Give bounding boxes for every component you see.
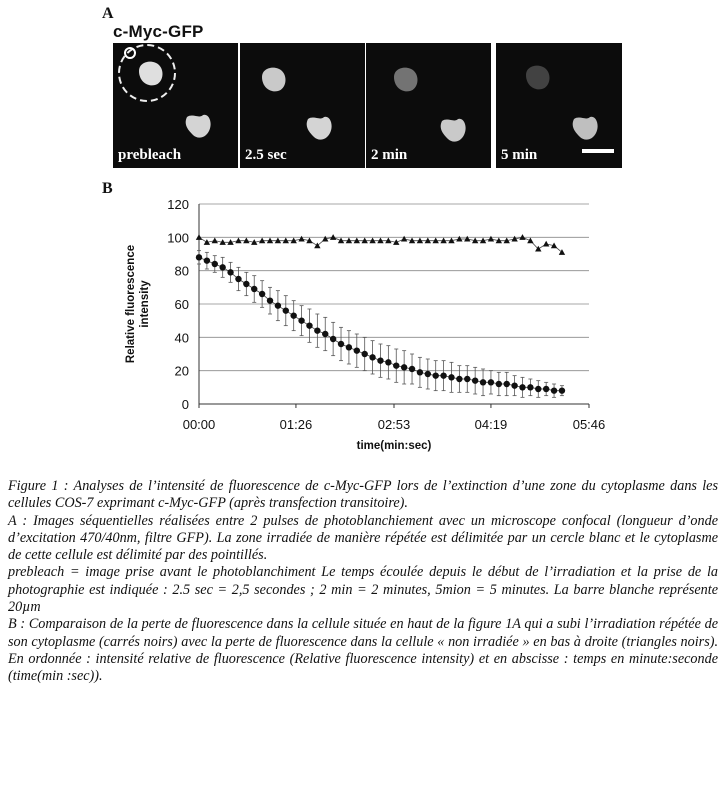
y-tick-label: 0 [181, 397, 189, 412]
microscopy-frame-2-min [366, 43, 491, 168]
panel-a-title: c-Myc-GFP [113, 22, 204, 41]
data-point-circle [504, 381, 510, 387]
data-point-circle [322, 331, 328, 337]
non-irradiated-cell [307, 117, 332, 140]
data-point-circle [338, 341, 344, 347]
irradiated-cell [526, 66, 549, 90]
y-tick-label: 120 [167, 197, 189, 212]
panel-b-letter: B [102, 180, 113, 197]
data-point-circle [251, 286, 257, 292]
data-point-circle [346, 344, 352, 350]
x-tick-label: 00:00 [182, 417, 216, 432]
data-point-circle [275, 302, 281, 308]
caption-paragraph-3: prebleach = image prise avant le photoblanchiment Le temps écoulée depuis le début de l’irradiation et la prise de la photographie est indiquée : 2.5 sec = 2,5 secondes ; 2 min = 2 minutes, 5mion = 5 minutes. La barre blanche représente 20µm [8, 564, 718, 616]
frame-label: 5 min [501, 147, 538, 163]
irradiated-cell [394, 68, 417, 92]
y-tick-label: 60 [174, 297, 189, 312]
microscopy-frame-5-min [496, 43, 622, 168]
data-point-triangle [401, 236, 407, 242]
fluorescence-chart [110, 188, 610, 468]
caption-paragraph-2: A : Images séquentielles réalisées entre 2 pulses de photoblanchiement avec un microscope confocal (longueur d’onde d’excitation 470/40nm, filtre GFP). La zone irradiée de manière répétée est délimitée par un cercle blanc et le cytoplasme de cette cellule est délimité par des pointillés. [8, 512, 718, 564]
irradiated-cell [139, 62, 162, 86]
data-point-circle [361, 351, 367, 357]
data-point-circle [559, 387, 565, 393]
data-point-circle [464, 376, 470, 382]
data-point-circle [385, 359, 391, 365]
data-point-circle [433, 372, 439, 378]
data-point-circle [235, 276, 241, 282]
frame-label: prebleach [118, 147, 182, 163]
data-point-circle [330, 336, 336, 342]
data-point-circle [417, 369, 423, 375]
data-point-circle [448, 374, 454, 380]
frame-label: 2 min [371, 147, 408, 163]
data-point-circle [535, 386, 541, 392]
data-point-circle [354, 347, 360, 353]
data-point-circle [369, 354, 375, 360]
y-tick-label: 100 [167, 230, 189, 246]
data-point-circle [219, 264, 225, 270]
irradiated-zone-circle [125, 48, 135, 58]
data-point-circle [196, 254, 202, 260]
y-tick-label: 40 [174, 330, 189, 346]
x-tick-label: 02:53 [377, 417, 411, 432]
data-point-circle [543, 386, 549, 392]
y-axis-title: intensity [139, 280, 151, 328]
scale-bar [582, 149, 614, 153]
microscopy-frame-2-5-sec [240, 43, 365, 168]
x-axis-title: time(min:sec) [356, 440, 432, 452]
non-irradiated-cell [441, 119, 466, 142]
data-point-triangle [543, 241, 549, 247]
data-point-circle [227, 269, 233, 275]
y-axis-title: Relative fluorescence [125, 244, 137, 364]
data-point-circle [267, 297, 273, 303]
caption-paragraph-4: B : Comparaison de la perte de fluorescence dans la cellule située en haut de la figure 1A qui a subi l’irradiation répétée de son cytoplasme (carrés noirs) avec la perte de fluorescence dans la cellule « non irradiée » en bas à droite (triangles noirs). En ordonnée : intensité relative de fluorescence (Relative fluorescence intensity) et en abscisse : temps en minute:seconde (time(min :sec)). [8, 616, 718, 685]
data-point-circle [527, 384, 533, 390]
data-point-circle [496, 381, 502, 387]
data-point-circle [425, 371, 431, 377]
data-point-circle [212, 261, 218, 267]
data-point-circle [480, 379, 486, 385]
data-point-triangle [527, 237, 533, 243]
y-tick-label: 20 [174, 363, 189, 379]
y-tick-label: 80 [174, 263, 189, 279]
data-point-circle [393, 362, 399, 368]
data-point-circle [298, 317, 304, 323]
frame-label: 2.5 sec [245, 147, 287, 163]
caption-paragraph-1: Figure 1 : Analyses de l’intensité de fluorescence de c-Myc-GFP lors de l’extinction d’une zone du cytoplasme dans les cellules COS-7 exprimant c-Myc-GFP (après transfection transitoire). [8, 478, 718, 512]
non-irradiated-cell [573, 117, 598, 140]
data-point-triangle [488, 236, 494, 242]
data-point-circle [488, 379, 494, 385]
data-point-triangle [212, 237, 218, 243]
data-point-circle [456, 376, 462, 382]
non-irradiated-cell [186, 115, 211, 138]
data-point-circle [259, 291, 265, 297]
x-tick-label: 05:46 [572, 417, 606, 432]
irradiated-cell [262, 68, 285, 92]
data-point-circle [409, 366, 415, 372]
x-tick-label: 01:26 [279, 417, 313, 432]
data-point-circle [551, 387, 557, 393]
data-point-circle [306, 322, 312, 328]
data-point-circle [440, 372, 446, 378]
data-point-circle [377, 357, 383, 363]
panel-a-letter: A [102, 5, 114, 22]
data-point-circle [314, 327, 320, 333]
data-point-triangle [298, 236, 304, 242]
x-tick-label: 04:19 [474, 417, 508, 432]
data-point-circle [204, 257, 210, 263]
data-point-circle [472, 377, 478, 383]
figure-caption [8, 478, 718, 686]
data-point-circle [401, 364, 407, 370]
data-point-circle [243, 281, 249, 287]
data-point-circle [511, 382, 517, 388]
microscopy-frame-prebleach [113, 43, 238, 168]
data-point-circle [283, 307, 289, 313]
data-point-circle [290, 312, 296, 318]
data-point-circle [519, 384, 525, 390]
